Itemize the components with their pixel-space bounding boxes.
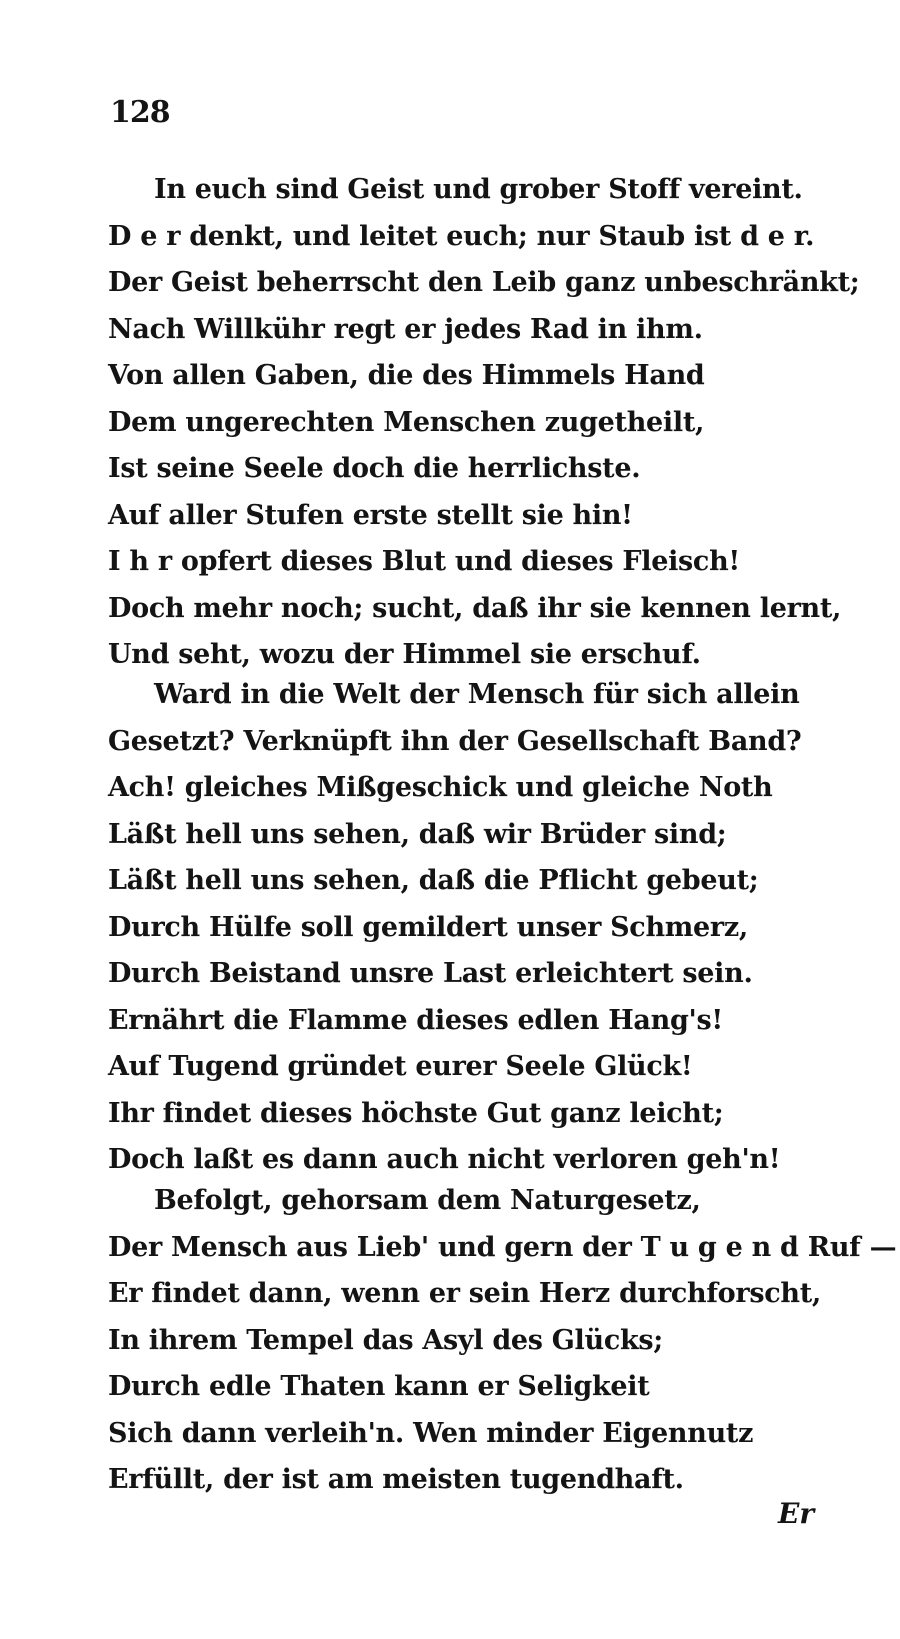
verse-line: I h r opfert dieses Blut und dieses Fleisch!: [108, 546, 740, 577]
verse-line: Durch Hülfe soll gemildert unser Schmerz,: [108, 911, 748, 943]
verse-line: Doch laßt es dann auch nicht verloren geh'n!: [108, 1144, 781, 1175]
verse-line: Läßt hell uns sehen, daß wir Brüder sind;: [108, 818, 727, 850]
stanza-2: [108, 672, 808, 1184]
verse-line: Erfüllt, der ist am meisten tugendhaft.: [108, 1464, 684, 1495]
stanza-3: [108, 1178, 897, 1504]
verse-line: Auf Tugend gründet eurer Seele Glück!: [108, 1051, 693, 1082]
verse-line: Ward in die Welt der Mensch für sich allein: [154, 679, 800, 710]
verse-line: Und seht, wozu der Himmel sie erschuf.: [108, 639, 701, 670]
verse-line: Doch mehr noch; sucht, daß ihr sie kennen lernt,: [108, 592, 842, 624]
verse-line: D e r denkt, und leitet euch; nur Staub ist d e r.: [108, 220, 815, 252]
verse-line: Ach! gleiches Mißgeschick und gleiche Noth: [108, 772, 773, 803]
verse-line: Ernährt die Flamme dieses edlen Hang's!: [108, 1004, 723, 1036]
verse-line: Gesetzt? Verknüpft ihn der Gesellschaft Band?: [108, 725, 802, 757]
verse-line: Nach Willkühr regt er jedes Rad in ihm.: [108, 313, 703, 345]
verse-line: Befolgt, gehorsam dem Naturgesetz,: [154, 1185, 701, 1216]
page-number: 128: [110, 95, 170, 130]
catchword: Er: [778, 1497, 815, 1530]
verse-line: Der Geist beherrscht den Leib ganz unbeschränkt;: [108, 267, 860, 298]
verse-line: Ihr findet dieses höchste Gut ganz leicht;: [108, 1097, 724, 1129]
verse-line: Der Mensch aus Lieb' und gern der T u g e n d Ruf —: [108, 1231, 897, 1263]
verse-line: Dem ungerechten Menschen zugetheilt,: [108, 406, 705, 438]
verse-line: In euch sind Geist und grober Stoff vereint.: [154, 174, 803, 205]
verse-line: Läßt hell uns sehen, daß die Pflicht gebeut;: [108, 865, 759, 896]
stanza-1: [108, 167, 860, 679]
verse-line: In ihrem Tempel das Asyl des Glücks;: [108, 1324, 663, 1356]
verse-line: Durch Beistand unsre Last erleichtert sein.: [108, 958, 753, 989]
verse-line: Von allen Gaben, die des Himmels Hand: [108, 360, 705, 391]
verse-line: Durch edle Thaten kann er Seligkeit: [108, 1371, 650, 1402]
verse-line: Sich dann verleih'n. Wen minder Eigennutz: [108, 1417, 754, 1449]
verse-line: Auf aller Stufen erste stellt sie hin!: [108, 499, 633, 531]
verse-line: Ist seine Seele doch die herrlichste.: [108, 453, 641, 484]
verse-line: Er findet dann, wenn er sein Herz durchforscht,: [108, 1278, 821, 1309]
